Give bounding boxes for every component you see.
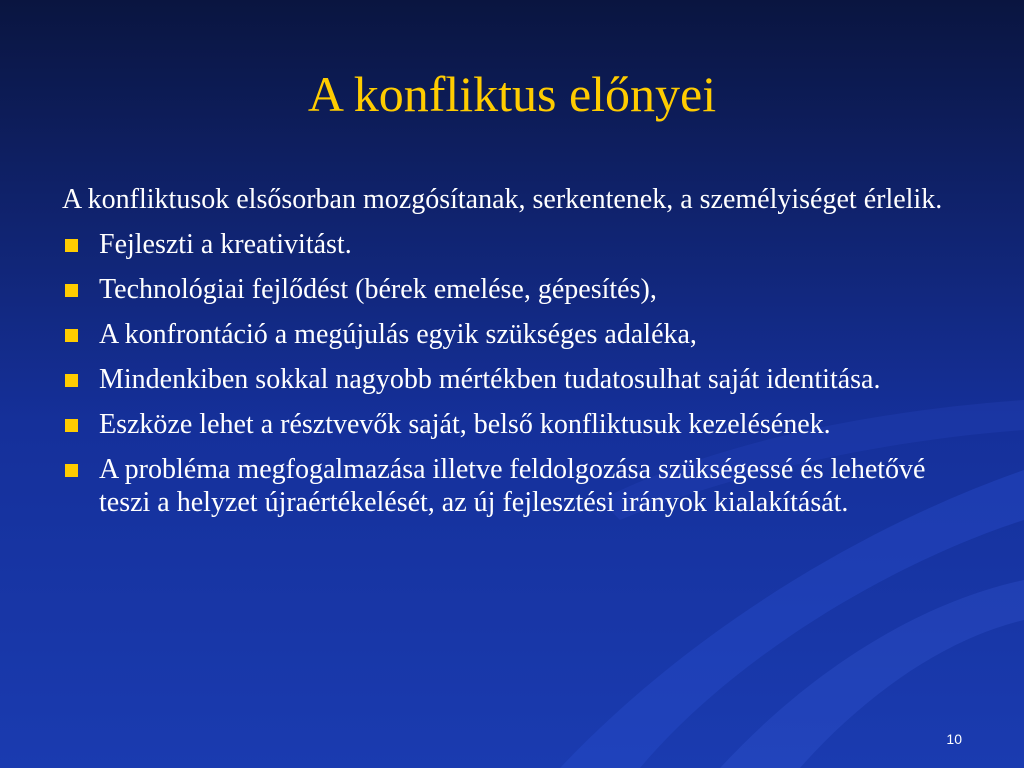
- bullet-item: [62, 453, 967, 519]
- square-bullet-icon: [65, 239, 78, 252]
- slide-content: [62, 183, 967, 531]
- page-number: 10: [946, 731, 962, 747]
- bullet-text: Fejleszti a kreativitást.: [99, 229, 352, 260]
- bullet-text: Mindenkiben sokkal nagyobb mértékben tudatosulhat saját identitása.: [99, 364, 881, 395]
- bullet-item: [62, 273, 967, 306]
- slide-title: A konfliktus előnyei: [307, 66, 717, 122]
- bullet-item: [62, 363, 967, 396]
- square-bullet-icon: [65, 419, 78, 432]
- square-bullet-icon: [65, 329, 78, 342]
- square-bullet-icon: [65, 284, 78, 297]
- bullet-text: A probléma megfogalmazása illetve feldolgozása szükségessé és lehetővé teszi a helyzet újraértékelését, az új fejlesztési irányok kialakítását.: [99, 454, 926, 518]
- bullet-text: Technológiai fejlődést (bérek emelése, gépesítés),: [99, 274, 657, 305]
- bullet-text: Eszköze lehet a résztvevők saját, belső konfliktusuk kezelésének.: [99, 409, 831, 440]
- bullet-item: [62, 228, 967, 261]
- intro-text: A konfliktusok elsősorban mozgósítanak, serkentenek, a személyiséget érlelik.: [62, 184, 943, 215]
- square-bullet-icon: [65, 464, 78, 477]
- square-bullet-icon: [65, 374, 78, 387]
- bullet-text: A konfrontáció a megújulás egyik szükséges adaléka,: [99, 319, 697, 350]
- bullet-item: [62, 408, 967, 441]
- bullet-item: [62, 318, 967, 351]
